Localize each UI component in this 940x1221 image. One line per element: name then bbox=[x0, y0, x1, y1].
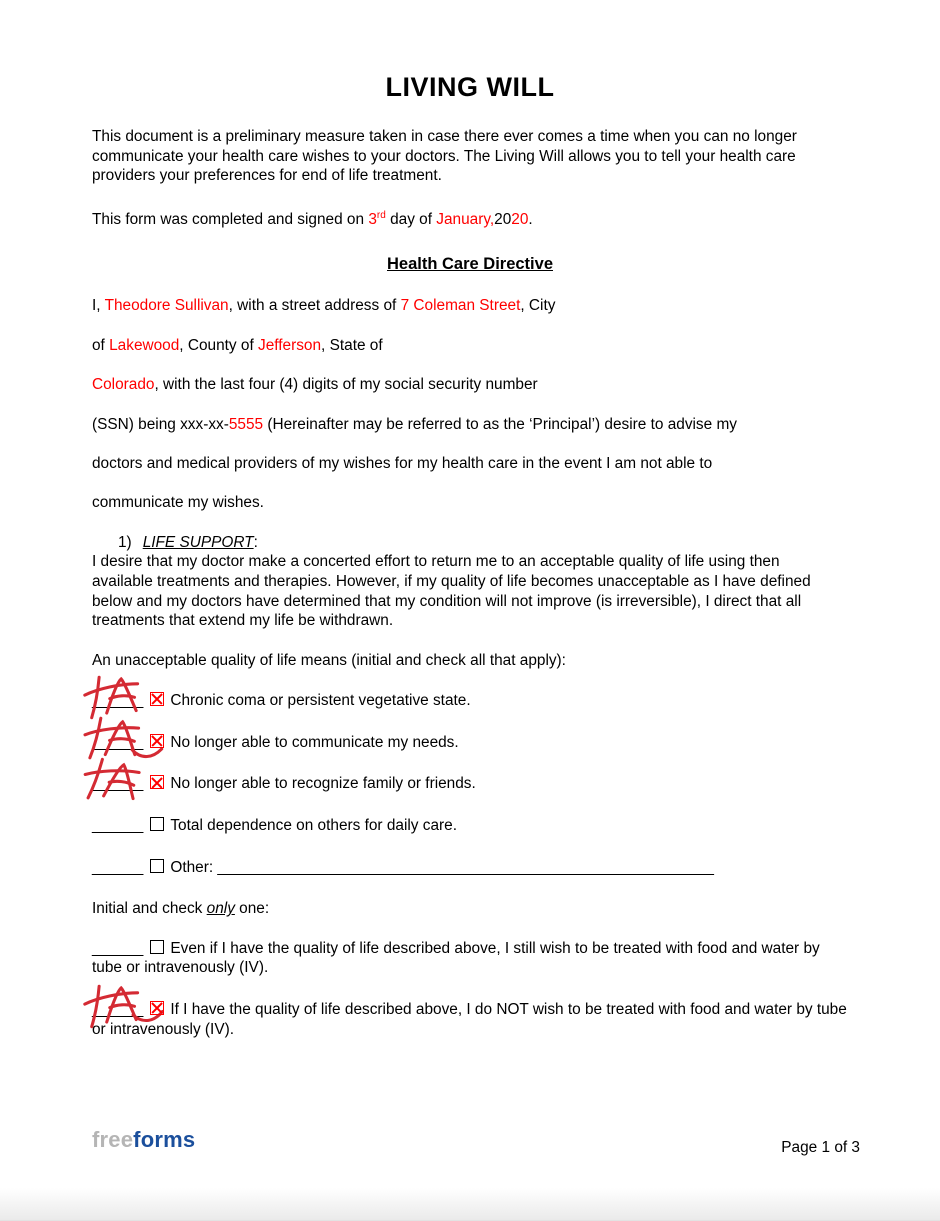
directive-line: doctors and medical providers of my wishes for my health care in the event I am not able to bbox=[92, 454, 713, 472]
page-bottom-shadow bbox=[0, 1188, 940, 1221]
initial-blank-field[interactable] bbox=[92, 733, 143, 753]
only-one-checklist bbox=[92, 939, 848, 1039]
life-support-paragraph: I desire that my doctor make a concerted effort to return me to an acceptable quality of life using then available treatments and therapies. However, if my quality of life becomes unacceptable as I have defined below and my doctors have determined that my condition will not improve (is irreversible), I direct that all treatments that extend my life be withdrawn. bbox=[92, 553, 811, 630]
checkbox-label: Total dependence on others for daily care. bbox=[170, 817, 457, 835]
checkbox-label: Other: bbox=[170, 858, 214, 876]
directive-line: of Lakewood, County of Jefferson, State of bbox=[92, 336, 383, 354]
directive-heading: Health Care Directive bbox=[387, 255, 553, 274]
checkbox[interactable] bbox=[150, 1001, 164, 1015]
freeforms-logo bbox=[92, 1127, 195, 1153]
checkbox[interactable] bbox=[150, 734, 164, 748]
page-number: Page 1 of 3 bbox=[781, 1139, 860, 1156]
directive-line: Colorado, with the last four (4) digits of my social security number bbox=[92, 376, 538, 394]
quality-of-life-checklist bbox=[92, 691, 848, 877]
initial-blank-field[interactable] bbox=[92, 1000, 143, 1020]
initial-blank-field[interactable] bbox=[92, 816, 143, 836]
checkbox-item-row bbox=[92, 816, 848, 836]
logo-free-text: free bbox=[92, 1127, 134, 1152]
initial-blank-line: ______ bbox=[92, 733, 144, 751]
checkbox-item-row bbox=[92, 939, 848, 978]
checkbox-label: No longer able to recognize family or friends. bbox=[170, 775, 476, 793]
checkbox[interactable] bbox=[150, 775, 164, 789]
life-support-section-heading bbox=[92, 533, 848, 553]
signed-date-line: This form was completed and signed on 3rd day of January,2020. bbox=[92, 209, 533, 228]
checkbox-item-row bbox=[92, 774, 848, 794]
initial-blank-field[interactable] bbox=[92, 774, 143, 794]
checkbox-label: Chronic coma or persistent vegetative state. bbox=[170, 692, 471, 710]
checkbox[interactable] bbox=[150, 817, 164, 831]
intro-paragraph: This document is a preliminary measure taken in case there ever comes a time when you can no longer communicate your health care wishes to your doctors. The Living Will allows you to tell your health care providers your preferences for end of life treatment. bbox=[92, 128, 797, 185]
initial-blank-field[interactable] bbox=[92, 939, 143, 959]
checkbox-label: Even if I have the quality of life described above, I still wish to be treated with food and water by tube or intravenously (IV). bbox=[92, 939, 820, 977]
initial-blank-line: ______ bbox=[92, 1001, 144, 1019]
page-title: LIVING WILL bbox=[385, 72, 555, 102]
initial-blank-line: ______ bbox=[92, 692, 144, 710]
other-fill-line[interactable]: __________________________________________________________ bbox=[217, 858, 714, 876]
initial-blank-field[interactable] bbox=[92, 691, 143, 711]
initial-blank-line: ______ bbox=[92, 775, 144, 793]
directive-line: communicate my wishes. bbox=[92, 494, 264, 512]
initial-blank-field[interactable] bbox=[92, 858, 143, 878]
check-only-one-prompt: Initial and check only one: bbox=[92, 900, 270, 918]
checkbox[interactable] bbox=[150, 692, 164, 706]
checkbox-item-row bbox=[92, 691, 848, 711]
directive-line: I, Theodore Sullivan, with a street address of 7 Coleman Street, City bbox=[92, 297, 556, 315]
checkbox-item-row bbox=[92, 858, 848, 878]
logo-forms-text: forms bbox=[133, 1127, 196, 1152]
checkbox-item-row bbox=[92, 733, 848, 753]
checkbox-label: No longer able to communicate my needs. bbox=[170, 733, 459, 751]
checkbox-item-row bbox=[92, 1000, 848, 1039]
checkbox[interactable] bbox=[150, 859, 164, 873]
initial-blank-line: ______ bbox=[92, 817, 144, 835]
check-all-that-apply-prompt: An unacceptable quality of life means (initial and check all that apply): bbox=[92, 651, 566, 669]
initial-blank-line: ______ bbox=[92, 939, 144, 957]
checkbox-label: If I have the quality of life described above, I do NOT wish to be treated with food and water by tube or intravenously (IV). bbox=[92, 1001, 847, 1038]
section-heading-text: LIFE SUPPORT: bbox=[142, 533, 258, 551]
directive-statement bbox=[92, 296, 848, 513]
section-number: 1) bbox=[118, 533, 132, 551]
directive-line: (SSN) being xxx-xx-5555 (Hereinafter may be referred to as the ‘Principal’) desire to advise my bbox=[92, 415, 737, 433]
checkbox[interactable] bbox=[150, 940, 164, 954]
initial-blank-line: ______ bbox=[92, 858, 144, 876]
